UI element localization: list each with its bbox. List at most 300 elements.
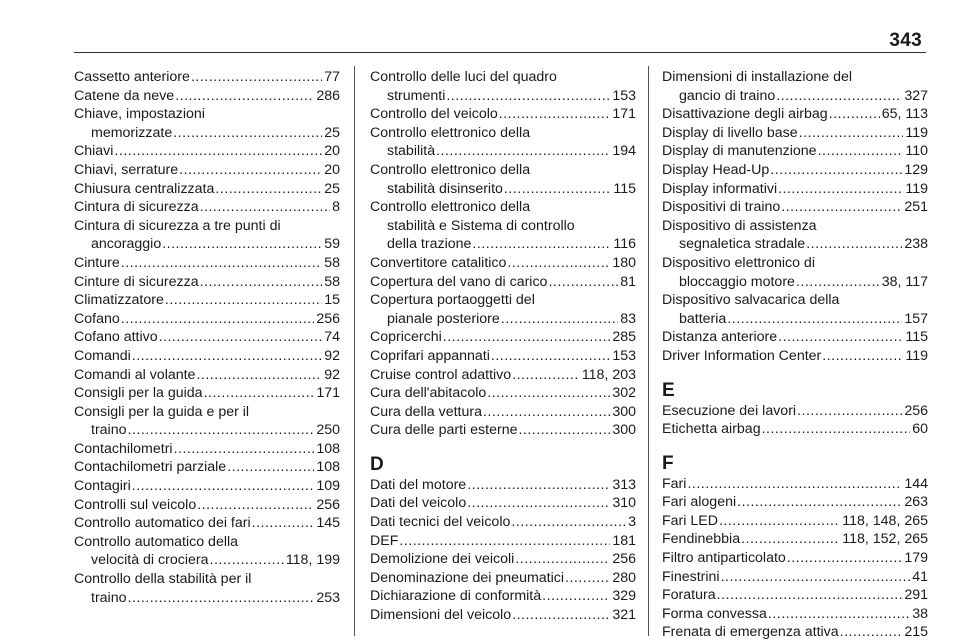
index-entry-line	[74, 180, 340, 199]
index-entry	[662, 512, 928, 531]
index-entry-line	[74, 254, 340, 273]
index-entry	[370, 384, 636, 403]
index-entry-line	[74, 347, 340, 366]
index-entry-line	[370, 235, 636, 254]
index-entry	[662, 623, 928, 642]
page-reference: 291	[904, 587, 928, 604]
index-term: Contagiri	[74, 478, 131, 495]
dot-leader	[162, 235, 322, 254]
index-entry	[74, 142, 340, 161]
index-entry	[370, 105, 636, 124]
page-reference: 153	[612, 87, 636, 104]
index-term: Controllo automatico della	[74, 533, 239, 550]
index-entry-line	[74, 366, 340, 385]
index-entry-line	[74, 570, 340, 589]
section-letter: E	[662, 379, 675, 401]
index-term: Esecuzione dei lavori	[662, 402, 797, 419]
index-term: Driver Information Center	[662, 347, 822, 364]
page-reference: 15	[324, 292, 340, 309]
index-term: Controllo della stabilità per il	[74, 571, 252, 588]
index-term: Controllo automatico dei fari	[74, 515, 251, 532]
index-entry-line	[662, 68, 928, 87]
index-entry-line	[74, 310, 340, 329]
page-reference: 118, 148, 265	[842, 512, 928, 529]
page-reference: 20	[324, 143, 340, 160]
dot-leader	[778, 180, 903, 199]
page-reference: 215	[904, 624, 928, 641]
index-term: Coprifari appannati	[370, 347, 490, 364]
index-entry	[74, 161, 340, 180]
dot-leader	[179, 161, 322, 180]
index-entry	[74, 217, 340, 254]
index-entry	[74, 105, 340, 142]
index-term: Comandi	[74, 347, 131, 364]
index-entry-line	[662, 493, 928, 512]
index-entry	[370, 347, 636, 366]
page-reference: 92	[324, 347, 340, 364]
index-entry	[662, 568, 928, 587]
dot-leader	[215, 180, 322, 199]
column-divider	[648, 66, 649, 636]
page-reference: 3	[628, 514, 636, 531]
page-reference: 253	[316, 589, 340, 606]
dot-leader	[507, 254, 610, 273]
index-entry	[370, 421, 636, 440]
index-entry-line	[74, 105, 340, 124]
index-entry	[370, 513, 636, 532]
index-entry	[662, 291, 928, 328]
page-reference: 115	[613, 180, 636, 197]
page-reference: 59	[324, 236, 340, 253]
index-entry-line	[370, 291, 636, 310]
dot-leader	[443, 328, 611, 347]
index-term: stabilità	[387, 143, 436, 160]
index-entry	[370, 494, 636, 513]
index-entry	[370, 403, 636, 422]
index-entry	[662, 254, 928, 291]
index-entry-line	[370, 384, 636, 403]
index-term: Copricerchi	[370, 329, 442, 346]
index-term: Chiavi	[74, 143, 114, 160]
page-reference: 171	[612, 106, 636, 123]
index-term: Climatizzatore	[74, 292, 164, 309]
index-entry-line	[74, 142, 340, 161]
index-entry	[662, 530, 928, 549]
index-column-1	[74, 68, 340, 628]
dot-leader	[518, 421, 610, 440]
index-term: Catene da neve	[74, 87, 175, 104]
index-term: traino	[91, 422, 127, 439]
index-entry	[662, 124, 928, 143]
index-entry-line	[74, 421, 340, 440]
index-entry	[662, 586, 928, 605]
page-reference: 108	[316, 440, 340, 457]
index-term: Controlli sul veicolo	[74, 496, 197, 513]
dot-leader	[565, 569, 610, 588]
index-term: memorizzate	[91, 124, 173, 141]
index-term: Dispositivo di assistenza	[662, 217, 817, 234]
dot-leader	[114, 142, 322, 161]
index-entry	[74, 254, 340, 273]
index-term: Etichetta airbag	[662, 421, 761, 438]
dot-leader	[467, 494, 610, 513]
page-reference: 77	[324, 69, 340, 85]
index-entry	[370, 124, 636, 161]
index-term: Consigli per la guida e per il	[74, 403, 250, 420]
index-term: Dati del motore	[370, 476, 467, 493]
index-entry	[74, 458, 340, 477]
index-term: DEF	[370, 532, 399, 549]
index-entry-line	[74, 87, 340, 106]
index-entry	[74, 440, 340, 459]
index-entry-line	[662, 105, 928, 124]
index-entry-line	[662, 475, 928, 494]
index-entry	[74, 384, 340, 403]
index-entry	[662, 180, 928, 199]
page-reference: 286	[316, 87, 340, 104]
page-reference: 144	[904, 475, 928, 492]
index-entry	[662, 198, 928, 217]
index-entry	[370, 68, 636, 105]
index-term: traino	[91, 589, 127, 606]
index-entry-line	[662, 217, 928, 236]
dot-leader	[499, 105, 611, 124]
index-term: Cinture	[74, 254, 120, 271]
index-term: Cura delle parti esterne	[370, 422, 518, 439]
index-entry-line	[370, 328, 636, 347]
page-reference: 300	[612, 403, 636, 420]
dot-leader	[467, 476, 610, 495]
index-entry	[370, 254, 636, 273]
index-entry-line	[370, 180, 636, 199]
dot-leader	[806, 235, 902, 254]
page-reference: 251	[904, 199, 928, 216]
index-term: Foratura	[662, 587, 716, 604]
page-number: 343	[889, 30, 922, 51]
index-entry	[370, 587, 636, 606]
index-term: Fendinebbia	[662, 531, 741, 548]
page-reference: 256	[316, 496, 340, 513]
page-reference: 20	[324, 161, 340, 178]
dot-leader	[829, 105, 880, 124]
index-entry-line	[662, 142, 928, 161]
index-term: bloccaggio motore	[679, 273, 795, 290]
index-term: Copertura portaoggetti del	[370, 292, 535, 309]
dot-leader	[132, 477, 315, 496]
index-entry-line	[662, 605, 928, 624]
section-letter: D	[370, 453, 384, 475]
dot-leader	[472, 235, 611, 254]
index-term: Filtro antiparticolato	[662, 550, 786, 567]
page-reference: 38, 117	[881, 273, 928, 290]
page-reference: 313	[612, 476, 636, 493]
dot-leader	[200, 273, 323, 292]
page-reference: 65, 113	[881, 106, 928, 123]
index-term: Dispositivo elettronico di	[662, 254, 815, 271]
index-entry-line	[370, 347, 636, 366]
index-term: Dimensioni del veicolo	[370, 607, 512, 624]
index-term: segnaletica stradale	[679, 236, 806, 253]
index-entry	[74, 403, 340, 440]
dot-leader	[687, 475, 902, 494]
index-term: batteria	[679, 310, 727, 327]
dot-leader	[822, 347, 903, 366]
dot-leader	[796, 273, 880, 292]
index-term: Dati tecnici del veicolo	[370, 514, 511, 531]
index-entry	[370, 291, 636, 328]
index-term: Fari LED	[662, 512, 718, 529]
dot-leader	[768, 605, 910, 624]
index-entry-line	[74, 198, 340, 217]
index-term: Cintura di sicurezza a tre punti di	[74, 217, 281, 234]
index-entry	[74, 198, 340, 217]
page-reference: 327	[904, 87, 928, 104]
index-term: Chiusura centralizzata	[74, 180, 215, 197]
index-entry	[74, 68, 340, 87]
index-entry-line	[370, 198, 636, 217]
dot-leader	[512, 606, 610, 625]
page-reference: 194	[612, 143, 636, 160]
index-term: Display informativi	[662, 180, 778, 197]
index-term: Convertitore catalitico	[370, 254, 507, 271]
index-entry	[662, 142, 928, 161]
index-entry	[662, 217, 928, 254]
page-reference: 118, 203	[581, 366, 636, 383]
page-reference: 92	[324, 366, 340, 383]
index-entry-line	[74, 533, 340, 552]
dot-leader	[727, 310, 902, 329]
index-term: Forma convessa	[662, 605, 767, 622]
index-term: Dati del veicolo	[370, 495, 467, 512]
page-reference: 180	[612, 254, 636, 271]
index-term: Copertura del vano di carico	[370, 273, 548, 290]
dot-leader	[511, 513, 626, 532]
index-entry-line	[74, 477, 340, 496]
index-entry-line	[370, 403, 636, 422]
page-reference: 256	[612, 551, 636, 568]
index-column-3	[662, 68, 928, 641]
index-entry	[662, 605, 928, 624]
index-column-2	[370, 68, 636, 628]
page-reference: 8	[332, 199, 340, 216]
index-entry-line	[370, 421, 636, 440]
index-entry	[74, 366, 340, 385]
dot-leader	[121, 254, 322, 273]
page-reference: 300	[612, 422, 636, 439]
index-entry	[662, 161, 928, 180]
index-entry-line	[370, 606, 636, 625]
index-entry-line	[662, 273, 928, 292]
index-entry	[662, 549, 928, 568]
index-term: Disattivazione degli airbag	[662, 106, 828, 123]
dot-leader	[128, 421, 315, 440]
index-term: Controllo del veicolo	[370, 106, 498, 123]
index-entry-line	[370, 254, 636, 273]
index-term: Cintura di sicurezza	[74, 199, 199, 216]
index-entry-line	[74, 384, 340, 403]
index-term: Cofano	[74, 310, 120, 327]
index-entry-line	[662, 328, 928, 347]
index-entry	[662, 347, 928, 366]
index-entry-line	[74, 235, 340, 254]
index-entry-line	[370, 124, 636, 143]
index-entry-line	[370, 494, 636, 513]
dot-leader	[504, 180, 611, 199]
index-term: Display di livello base	[662, 124, 798, 141]
index-term: Chiavi, serrature	[74, 161, 179, 178]
page-reference: 157	[904, 310, 928, 327]
index-term: Cassetto anteriore	[74, 69, 190, 85]
index-entry-line	[662, 402, 928, 421]
index-entry-line	[370, 142, 636, 161]
index-entry	[74, 87, 340, 106]
page-reference: 171	[316, 385, 340, 402]
dot-leader	[446, 87, 610, 106]
page-reference: 145	[316, 515, 340, 532]
page-reference: 38	[912, 605, 928, 622]
index-entry-line	[370, 105, 636, 124]
dot-leader	[200, 198, 331, 217]
index-term: Comandi al volante	[74, 366, 196, 383]
page-reference: 25	[324, 180, 340, 197]
index-entry	[370, 569, 636, 588]
index-entry-line	[370, 87, 636, 106]
index-entry	[370, 532, 636, 551]
index-entry-line	[370, 532, 636, 551]
index-term: Contachilometri	[74, 440, 173, 457]
index-entry-line	[662, 586, 928, 605]
page-reference: 250	[316, 422, 340, 439]
page-reference: 58	[324, 254, 340, 271]
column-divider	[354, 66, 355, 636]
page-reference: 238	[904, 236, 928, 253]
page-reference: 153	[612, 347, 636, 364]
dot-leader	[175, 87, 314, 106]
index-entry	[74, 310, 340, 329]
index-entry-line	[74, 403, 340, 422]
dot-leader	[840, 623, 903, 642]
page-reference: 83	[620, 310, 636, 327]
index-entry-line	[74, 217, 340, 236]
index-entry-line	[662, 161, 928, 180]
index-term: Controllo elettronico della	[370, 199, 531, 216]
page-reference: 60	[912, 421, 928, 438]
index-entry-line	[370, 161, 636, 180]
index-term: Cura dell'abitacolo	[370, 385, 487, 402]
index-entry-line	[662, 420, 928, 439]
index-entry-line	[370, 569, 636, 588]
index-entry-line	[74, 273, 340, 292]
page-reference: 302	[612, 385, 636, 402]
index-entry	[370, 198, 636, 254]
index-entry-line	[370, 310, 636, 329]
page-reference: 179	[904, 550, 928, 567]
page-reference: 129	[904, 161, 928, 178]
dot-leader	[717, 586, 903, 605]
page-reference: 118, 152, 265	[842, 531, 928, 548]
page-reference: 280	[612, 569, 636, 586]
index-term: Fari	[662, 475, 687, 492]
dot-leader	[778, 328, 903, 347]
index-entry-line	[370, 550, 636, 569]
index-entry-line	[662, 235, 928, 254]
page-reference: 109	[316, 478, 340, 495]
index-term: Dichiarazione di conformità	[370, 588, 542, 605]
index-entry-line	[370, 366, 636, 385]
index-entry	[74, 273, 340, 292]
index-term: Cura della vettura	[370, 403, 482, 420]
page-reference: 108	[316, 459, 340, 476]
dot-leader	[762, 420, 911, 439]
index-entry-line	[74, 440, 340, 459]
index-term: Controllo elettronico della	[370, 124, 531, 141]
index-entry-line	[662, 347, 928, 366]
page-reference: 119	[905, 180, 928, 197]
page-reference: 181	[612, 532, 636, 549]
page-reference: 118, 199	[285, 552, 340, 569]
dot-leader	[165, 291, 322, 310]
index-term: stabilità e Sistema di controllo	[387, 217, 575, 234]
index-entry-line	[370, 68, 636, 87]
index-term: velocità di crociera	[91, 552, 209, 569]
dot-leader	[159, 328, 323, 347]
page-reference: 256	[316, 310, 340, 327]
index-term: Consigli per la guida	[74, 385, 203, 402]
page-reference: 285	[612, 329, 636, 346]
page-reference: 115	[905, 329, 928, 346]
page-reference: 321	[612, 607, 636, 624]
dot-leader	[542, 587, 610, 606]
page-reference: 110	[905, 143, 928, 160]
dot-leader	[196, 366, 322, 385]
index-entry	[370, 366, 636, 385]
dot-leader	[781, 198, 902, 217]
page-reference: 81	[620, 273, 636, 290]
index-entry-line	[370, 587, 636, 606]
index-term: Controllo delle luci del quadro	[370, 69, 557, 85]
dot-leader	[204, 384, 315, 403]
index-term: Fari alogeni	[662, 494, 737, 511]
index-entry-line	[662, 180, 928, 199]
index-entry-line	[662, 512, 928, 531]
index-term: Demolizione dei veicoli	[370, 551, 515, 568]
index-term: della trazione	[387, 236, 472, 253]
index-entry	[74, 328, 340, 347]
index-entry-line	[74, 161, 340, 180]
index-term: gancio di traino	[679, 87, 776, 104]
index-entry-line	[370, 513, 636, 532]
index-term: Distanza anteriore	[662, 329, 778, 346]
dot-leader	[737, 493, 902, 512]
dot-leader	[121, 310, 315, 329]
dot-leader	[128, 589, 315, 608]
page-reference: 256	[904, 402, 928, 419]
dot-leader	[483, 403, 610, 422]
index-term: Cinture di sicurezza	[74, 273, 199, 290]
dot-leader	[487, 384, 610, 403]
index-term: Cruise control adattivo	[370, 366, 512, 383]
dot-leader	[799, 124, 904, 143]
index-term: Controllo elettronico della	[370, 161, 531, 178]
page-reference: 329	[612, 588, 636, 605]
index-entry	[662, 328, 928, 347]
index-entry-line	[662, 549, 928, 568]
dot-leader	[770, 161, 902, 180]
dot-leader	[436, 142, 610, 161]
index-entry-line	[662, 87, 928, 106]
dot-leader	[719, 512, 840, 531]
dot-leader	[548, 273, 618, 292]
